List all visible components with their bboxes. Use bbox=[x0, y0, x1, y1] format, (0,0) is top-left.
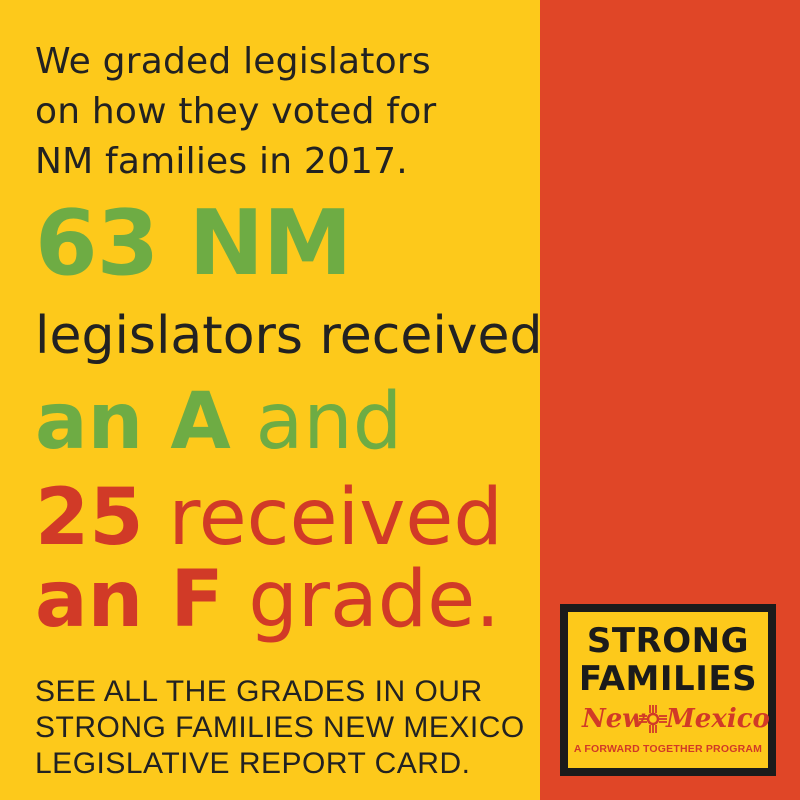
f-count-line bbox=[35, 473, 503, 563]
received-line: legislators received bbox=[35, 306, 543, 366]
zia-sun-icon bbox=[638, 704, 668, 734]
intro-line-1: We graded legislators bbox=[35, 41, 431, 82]
cta-line-2: STRONG FAMILIES NEW MEXICO bbox=[35, 711, 525, 744]
a-grade-line bbox=[35, 377, 403, 467]
f-grade-line bbox=[35, 555, 501, 645]
a-grade-rest: and bbox=[255, 377, 403, 467]
f-grade-bold: an F bbox=[35, 555, 224, 645]
strong-families-logo bbox=[560, 604, 776, 776]
f-count-bold: 25 bbox=[35, 473, 144, 563]
logo-script-mexico: Mexico bbox=[666, 704, 770, 734]
intro-line-3: NM families in 2017. bbox=[35, 141, 408, 182]
logo-line-strong: STRONG bbox=[586, 621, 750, 661]
f-count-rest: received bbox=[168, 473, 503, 563]
logo-tagline: A FORWARD TOGETHER PROGRAM bbox=[573, 743, 763, 755]
logo-line-families: FAMILIES bbox=[578, 659, 758, 699]
cta-line-3: LEGISLATIVE REPORT CARD. bbox=[35, 747, 471, 780]
cta-line-1: SEE ALL THE GRADES IN OUR bbox=[35, 675, 483, 708]
logo-script-row bbox=[568, 702, 768, 738]
a-grade-bold: an A bbox=[35, 377, 231, 467]
f-grade-rest: grade. bbox=[248, 555, 501, 645]
intro-line-2: on how they voted for bbox=[35, 91, 437, 132]
big-number-line: 63 NM bbox=[35, 191, 352, 296]
logo-script-new: New bbox=[582, 704, 645, 734]
logo-inner-panel bbox=[568, 612, 768, 768]
